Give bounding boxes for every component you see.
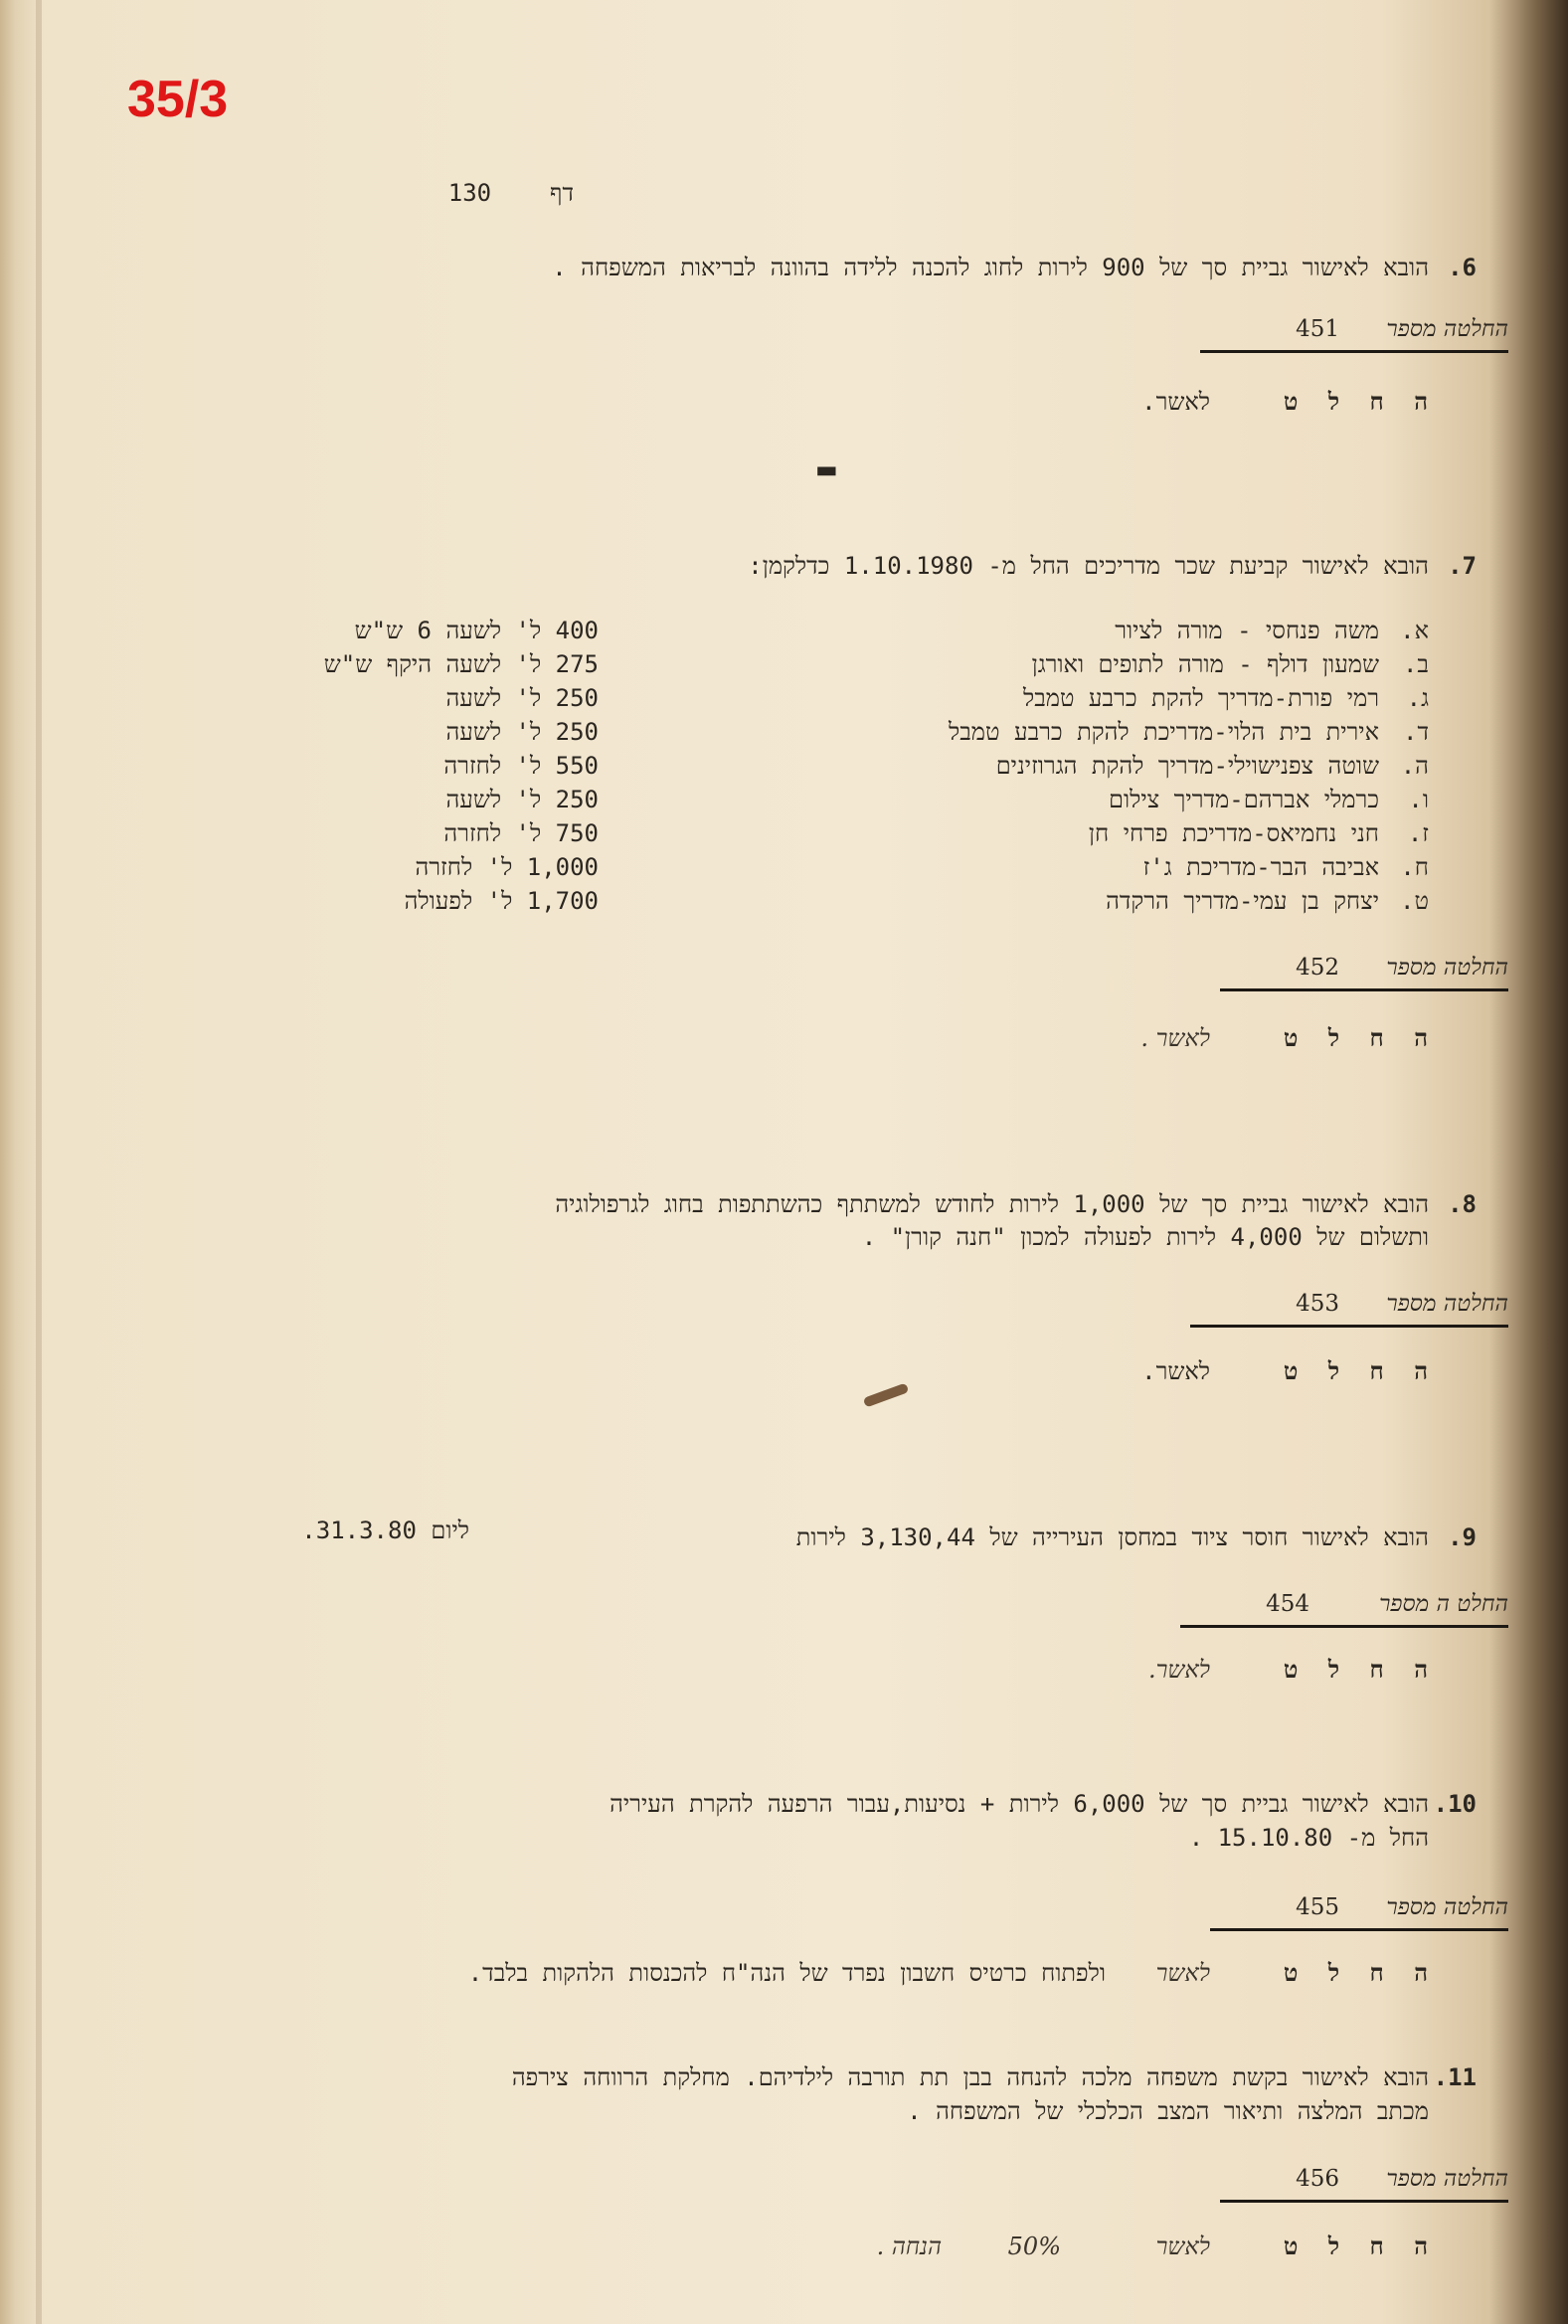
item-text-line: החל מ- 15.10.80 . xyxy=(1188,1824,1429,1852)
salary-item-name: שמעון דולף - מורה לתופים ואורגן xyxy=(1031,650,1379,678)
resolution-heading xyxy=(1220,955,1508,988)
resolution-heading xyxy=(1190,1291,1508,1325)
resolution-label: החלטה מספר xyxy=(1386,2166,1508,2192)
page-header-label: דף xyxy=(550,179,574,207)
resolution-heading xyxy=(1220,2166,1508,2200)
resolution-label: החלטה מספר xyxy=(1386,1894,1508,1920)
decision-label: ה ח ל ט xyxy=(1283,1357,1436,1385)
resolution-number: 456 xyxy=(1296,2166,1339,2192)
page-header xyxy=(448,179,574,208)
salary-item-letter: ה. xyxy=(1400,752,1429,780)
salary-item-name: אביבה הבר-מדריכת ג'ז xyxy=(1142,853,1379,881)
salary-item-rate: 250 ל' לשעה xyxy=(445,718,599,746)
resolution-underline xyxy=(1220,2200,1508,2203)
salary-item-letter: ו. xyxy=(1408,786,1429,813)
salary-item-rate: 750 ל' לחזרה xyxy=(443,819,599,847)
item-text-extra: ליום 31.3.80. xyxy=(301,1517,469,1544)
salary-item-rate: 250 ל' לשעה xyxy=(445,684,599,712)
salary-item-rate: 275 ל' לשעה היקף ש"ש xyxy=(323,650,599,678)
item-text-line: הובא לאישור חוסר ציוד במחסן העירייה של 3,130,44 לירות xyxy=(795,1523,1429,1551)
item-text-line: הובא לאישור גביית סך של 900 לירות לחוג להכנה ללידה בהוונה לבריאות המשפחה . xyxy=(552,254,1429,281)
decision-text: לאשר. xyxy=(1147,1656,1210,1684)
item-number: 11. xyxy=(1433,2063,1477,2091)
resolution-label: החלטה מספר xyxy=(1386,955,1508,981)
decision-extra: הנחה . xyxy=(876,2233,942,2260)
salary-item-letter: א. xyxy=(1400,617,1429,644)
salary-item-name: משה פנחסי - מורה לציור xyxy=(1115,617,1379,644)
item-text-line: הובא לאישור גביית סך של 6,000 לירות + נסיעות,עבור הרפעה להקרת העיריה xyxy=(610,1790,1429,1818)
decision-percent: 50% xyxy=(1007,2233,1061,2260)
decision-label: ה ח ל ט xyxy=(1283,1656,1436,1684)
decision-text: לאשר. xyxy=(1141,388,1210,416)
decision-text: לאשר xyxy=(1155,2233,1210,2260)
binding-edge xyxy=(36,0,42,2324)
salary-item-name: רמי פורת-מדריך להקת כרבע טמבל xyxy=(1022,684,1379,712)
decision-text: לאשר . xyxy=(1140,1024,1210,1052)
item-text-line: מכתב המלצה ותיאור המצב הכלכלי של המשפחה . xyxy=(907,2097,1429,2125)
resolution-underline xyxy=(1180,1625,1508,1628)
salary-item-rate: 1,700 ל' לפעולה xyxy=(404,887,599,915)
page-number: 130 xyxy=(447,179,492,207)
salary-item-name: יצחק בן עמי-מדריך הרקדה xyxy=(1106,887,1379,915)
salary-item-letter: ב. xyxy=(1402,650,1429,678)
decision-label: ה ח ל ט xyxy=(1283,2233,1436,2260)
resolution-underline xyxy=(1200,350,1508,353)
item-text-line: הובא לאישור גביית סך של 1,000 לירות לחודש למשתתף כהשתתפות בחוג לגרפולוגיה xyxy=(555,1190,1429,1218)
salary-item-letter: ד. xyxy=(1403,718,1429,746)
item-number: 7. xyxy=(1448,552,1477,580)
salary-item-rate: 250 ל' לשעה xyxy=(445,786,599,813)
item-number: 10. xyxy=(1433,1790,1477,1818)
salary-item-name: שוטה צפנישוילי-מדריך להקת הגרוזינים xyxy=(995,752,1379,780)
salary-item-letter: ט. xyxy=(1400,887,1429,915)
decision-label: ה ח ל ט xyxy=(1283,1024,1436,1052)
resolution-heading xyxy=(1180,1591,1508,1625)
item-number: 9. xyxy=(1448,1523,1477,1551)
decision-extra: ולפתוח כרטיס חשבון נפרד של הנה"ח להכנסות הלהקות בלבד. xyxy=(467,1959,1106,1987)
resolution-underline xyxy=(1190,1325,1508,1328)
resolution-heading xyxy=(1210,1894,1508,1928)
salary-item-letter: ג. xyxy=(1406,684,1429,712)
item-text-line: הובא לאישור בקשת משפחה מלכה להנחה בבן תת תורבה לילדיהם. מחלקת הרווחה צירפה xyxy=(511,2063,1429,2091)
decision-text: לאשר xyxy=(1155,1959,1210,1987)
resolution-number: 452 xyxy=(1296,955,1339,981)
salary-item-name: חני נחמיאס-מדריכת פרחי חן xyxy=(1088,819,1379,847)
resolution-underline xyxy=(1210,1928,1508,1931)
salary-item-rate: 400 ל' לשעה 6 ש"ש xyxy=(354,617,599,644)
stain-mark xyxy=(863,1382,910,1407)
resolution-label: החלט ה מספר xyxy=(1379,1591,1508,1617)
resolution-number: 454 xyxy=(1266,1591,1309,1617)
resolution-number: 451 xyxy=(1296,316,1339,342)
resolution-heading xyxy=(1200,316,1508,350)
page-corner-mark: 35/3 xyxy=(127,71,229,128)
decision-text: לאשר. xyxy=(1141,1357,1210,1385)
resolution-number: 455 xyxy=(1296,1894,1339,1920)
salary-item-name: כרמלי אברהם-מדריך צילום xyxy=(1108,786,1379,813)
ink-mark: ▬ xyxy=(815,455,838,483)
item-number: 8. xyxy=(1448,1190,1477,1218)
salary-item-name: אירית בית הלוי-מדריכת להקת כרבע טמבל xyxy=(949,718,1379,746)
item-text-line: הובא לאישור קביעת שכר מדריכים החל מ- 1.10.1980 כדלקמן: xyxy=(748,552,1429,580)
salary-item-rate: 1,000 ל' לחזרה xyxy=(415,853,599,881)
item-number: 6. xyxy=(1448,254,1477,281)
salary-item-rate: 550 ל' לחזרה xyxy=(443,752,599,780)
salary-item-letter: ז. xyxy=(1407,819,1429,847)
decision-label: ה ח ל ט xyxy=(1283,388,1436,416)
resolution-label: החלטה מספר xyxy=(1386,1291,1508,1317)
salary-item-letter: ח. xyxy=(1400,853,1429,881)
resolution-underline xyxy=(1220,988,1508,991)
resolution-number: 453 xyxy=(1296,1291,1339,1317)
resolution-label: החלטה מספר xyxy=(1386,316,1508,342)
decision-label: ה ח ל ט xyxy=(1283,1959,1436,1987)
item-text-line: ותשלום של 4,000 לירות לפעולה למכון "חנה קורן" . xyxy=(861,1223,1429,1251)
